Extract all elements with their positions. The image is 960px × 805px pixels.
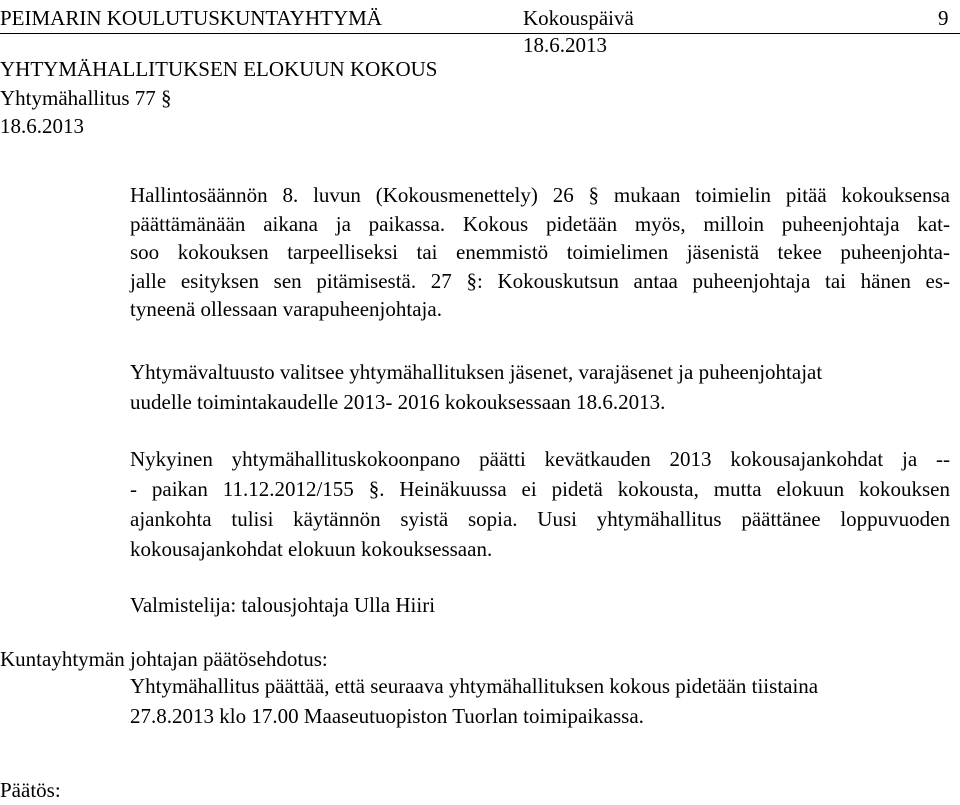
text-line: jalle esityksen sen pitämisestä. 27 §: Kokouskutsun antaa puheenjohtaja tai hänen es- bbox=[130, 268, 950, 293]
page-number: 9 bbox=[938, 6, 949, 30]
text-line: Yhtymähallitus päättää, että seuraava yhtymähallituksen kokous pidetään tiistaina bbox=[130, 674, 819, 698]
proposal-label: Kuntayhtymän johtajan päätösehdotus: bbox=[0, 647, 328, 671]
text-line: tyneenä ollessaan varapuheenjohtaja. bbox=[130, 297, 442, 321]
text-line: ajankohta tulisi käytännön syistä sopia. Uusi yhtymähallitus päättänee loppuvuoden bbox=[130, 507, 950, 531]
text-line: päättämänään aikana ja paikassa. Kokous pidetään myös, milloin puheenjohtaja kat- bbox=[130, 211, 950, 236]
body-section: Yhtymähallitus 77 § bbox=[0, 86, 172, 110]
text-line: uudelle toimintakaudelle 2013- 2016 kokouksessaan 18.6.2013. bbox=[130, 390, 666, 414]
body-date: 18.6.2013 bbox=[0, 114, 84, 138]
paragraph-council-election bbox=[130, 357, 950, 417]
text-line: - paikan 11.12.2012/155 §. Heinäkuussa ei pidetä kokousta, mutta elokuun kokouksen bbox=[130, 477, 950, 501]
text-line: kokousajankohdat elokuun kokouksessaan. bbox=[130, 537, 493, 561]
decision-label: Päätös: bbox=[0, 778, 61, 802]
text-line: Nykyinen yhtymähallituskokoonpano päätti kevätkauden 2013 kokousajankohdat ja -- bbox=[130, 447, 950, 471]
organization-name: PEIMARIN KOULUTUSKUNTAYHTYMÄ bbox=[0, 6, 382, 30]
text-line: Yhtymävaltuusto valitsee yhtymähallituksen jäsenet, varajäsenet ja puheenjohtajat bbox=[130, 360, 823, 384]
meeting-title: YHTYMÄHALLITUKSEN ELOKUUN KOKOUS bbox=[0, 57, 438, 81]
date-label: Kokouspäivä bbox=[523, 6, 634, 30]
date-value: 18.6.2013 bbox=[523, 33, 607, 57]
paragraph-meeting-rules bbox=[130, 181, 950, 324]
paragraph-current-board bbox=[130, 444, 950, 564]
preparer-line: Valmistelija: talousjohtaja Ulla Hiiri bbox=[130, 593, 436, 617]
proposal-text bbox=[130, 671, 950, 731]
header-rule bbox=[0, 33, 960, 34]
text-line: soo kokouksen tarpeelliseksi tai enemmistö toimielimen jäsenistä tekee puheenjohta- bbox=[130, 240, 950, 264]
text-line: Hallintosäännön 8. luvun (Kokousmenettely) 26 § mukaan toimielin pitää kokouksensa bbox=[130, 183, 950, 207]
text-line: 27.8.2013 klo 17.00 Maaseutuopiston Tuorlan toimipaikassa. bbox=[130, 704, 644, 728]
